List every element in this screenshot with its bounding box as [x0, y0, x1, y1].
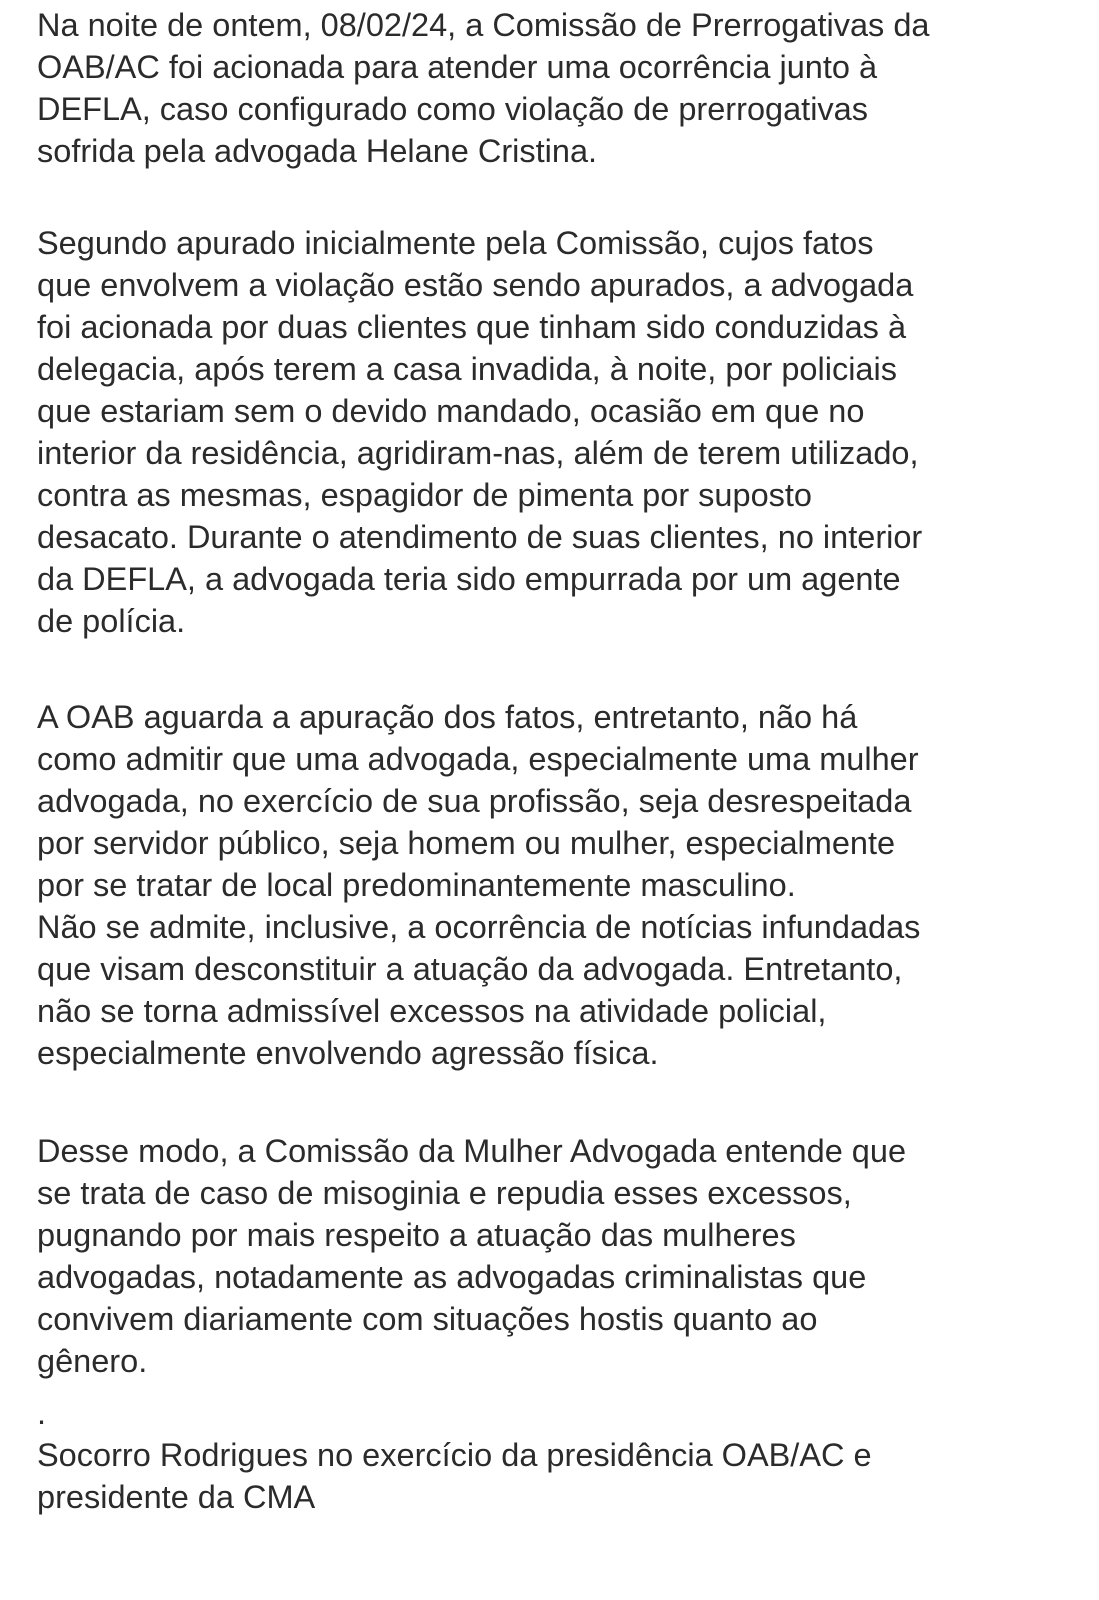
text-line: especialmente envolvendo agressão física.: [37, 1035, 659, 1071]
text-line: foi acionada por duas clientes que tinham sido conduzidas à: [37, 309, 907, 345]
paragraph-conclusion: [37, 1130, 906, 1382]
separator-text: .: [37, 1395, 47, 1431]
text-line: Desse modo, a Comissão da Mulher Advogada entende que: [37, 1133, 907, 1169]
signature: [37, 1434, 872, 1518]
text-line: Na noite de ontem, 08/02/24, a Comissão de Prerrogativas da: [37, 7, 930, 43]
paragraph-findings: [37, 222, 922, 642]
text-line: por servidor público, seja homem ou mulher, especialmente: [37, 825, 896, 861]
text-line: como admitir que uma advogada, especialmente uma mulher: [37, 741, 919, 777]
text-line: se trata de caso de misoginia e repudia esses excessos,: [37, 1175, 852, 1211]
text-line: da DEFLA, a advogada teria sido empurrada por um agente: [37, 561, 901, 597]
text-line: A OAB aguarda a apuração dos fatos, entretanto, não há: [37, 699, 858, 735]
signature-line: Socorro Rodrigues no exercício da presidência OAB/AC e: [37, 1437, 872, 1473]
text-line: convivem diariamente com situações hostis quanto ao: [37, 1301, 818, 1337]
text-line: que estariam sem o devido mandado, ocasião em que no: [37, 393, 865, 429]
text-line: sofrida pela advogada Helane Cristina.: [37, 133, 598, 169]
text-line: pugnando por mais respeito a atuação das mulheres: [37, 1217, 796, 1253]
text-line: interior da residência, agridiram-nas, além de terem utilizado,: [37, 435, 919, 471]
text-line: de polícia.: [37, 603, 186, 639]
text-line: que envolvem a violação estão sendo apurados, a advogada: [37, 267, 914, 303]
text-line: não se torna admissível excessos na atividade policial,: [37, 993, 827, 1029]
text-line: desacato. Durante o atendimento de suas clientes, no interior: [37, 519, 923, 555]
text-line: que visam desconstituir a atuação da advogada. Entretanto,: [37, 951, 903, 987]
signature-line: presidente da CMA: [37, 1479, 316, 1515]
text-line: OAB/AC foi acionada para atender uma ocorrência junto à: [37, 49, 878, 85]
text-line: DEFLA, caso configurado como violação de prerrogativas: [37, 91, 868, 127]
text-line: advogada, no exercício de sua profissão, seja desrespeitada: [37, 783, 912, 819]
text-line: contra as mesmas, espagidor de pimenta por suposto: [37, 477, 813, 513]
paragraph-intro: [37, 4, 929, 172]
text-line: Não se admite, inclusive, a ocorrência de notícias infundadas: [37, 909, 921, 945]
text-line: Segundo apurado inicialmente pela Comissão, cujos fatos: [37, 225, 874, 261]
text-line: gênero.: [37, 1343, 148, 1379]
paragraph-position: [37, 696, 920, 1074]
text-line: advogadas, notadamente as advogadas criminalistas que: [37, 1259, 867, 1295]
text-line: por se tratar de local predominantemente masculino.: [37, 867, 796, 903]
separator-dot: [37, 1392, 46, 1434]
text-line: delegacia, após terem a casa invadida, à noite, por policiais: [37, 351, 897, 387]
